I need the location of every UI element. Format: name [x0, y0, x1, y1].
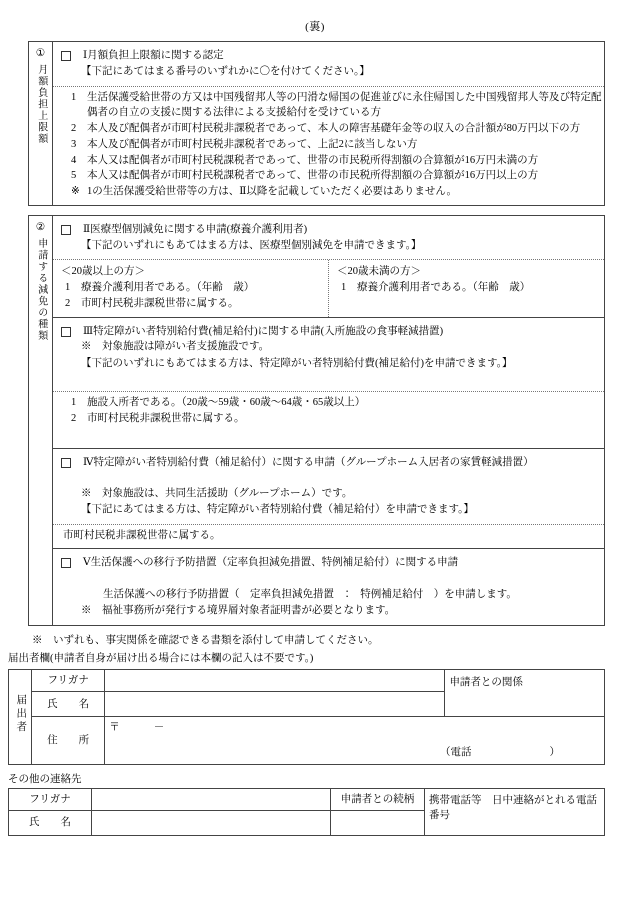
- block-v-declaration: 生活保護への移行予防措置（ 定率負担減免措置 ： 特例補足給付 ）を申請します。: [103, 589, 517, 601]
- block-iii-instruction: 【下記のいずれにもあてはまる方は、特定障がい者特別給付費(補足給付)を申請できます。】: [81, 357, 513, 369]
- section-2-body: [53, 216, 604, 625]
- furigana-input[interactable]: [105, 670, 445, 692]
- contact-furigana-label: フリガナ: [9, 788, 92, 810]
- section-1-item-list: [53, 87, 604, 205]
- block-iii-checkbox-row[interactable]: [53, 324, 604, 340]
- block-iii-header: [53, 318, 604, 392]
- telephone-close: ）: [549, 747, 560, 759]
- checkbox-icon[interactable]: [61, 458, 71, 468]
- list-item-text: 本人及び配偶者が市町村民税非課税者であって、本人の障害基礎年金等の収入の合計額が80万円以下の方: [87, 123, 581, 135]
- list-item-number: 1: [341, 282, 347, 294]
- telephone-line[interactable]: [109, 735, 600, 760]
- list-item-number: 1: [71, 397, 77, 409]
- table-row: [9, 788, 605, 810]
- list-item-text: 市町村民税非課税世帯に属する。: [63, 529, 221, 541]
- page-side-mark: (裏): [305, 21, 325, 33]
- block-iv-item-list: [53, 525, 604, 549]
- list-item-note: [53, 184, 604, 200]
- section-1-header: [53, 42, 604, 86]
- list-item-number: 5: [71, 170, 77, 182]
- list-item-text: 1の生活保護受給世帯等の方は、Ⅱ以降を記載していただく必要はありません。: [87, 186, 458, 198]
- list-item: [329, 280, 604, 296]
- block-iv-instruction: 【下記にあてはまる方は、特定障がい者特別給付費（補足給付）を申請できます。】: [81, 503, 474, 515]
- submitter-vertical-label: 届出者: [9, 670, 32, 764]
- age-column-under20-header: ＜20歳未満の方＞: [337, 266, 421, 278]
- block-ii: [53, 216, 604, 317]
- list-item-number: 1: [71, 91, 77, 103]
- checkbox-icon[interactable]: [61, 558, 71, 568]
- block-v-note: ※ 福祉事務所が発行する境界層対象者証明書が必要となります。: [81, 605, 396, 617]
- block-iii-item-list: [53, 392, 604, 448]
- list-item: [53, 296, 328, 312]
- section-1-body: [53, 42, 604, 205]
- block-v-title: Ⅴ生活保護への移行予防措置（定率負担減免措置、特例補足給付）に関する申請: [83, 557, 459, 569]
- list-item-number: 2: [65, 297, 71, 309]
- block-ii-title: Ⅱ医療型個別減免に関する申請(療養介護利用者): [83, 223, 308, 235]
- list-item-number: 4: [71, 154, 77, 166]
- age-column-under20: [329, 260, 604, 316]
- contact-furigana-input[interactable]: [92, 788, 331, 810]
- contact-relation-label: 申請者との続柄: [331, 788, 425, 810]
- list-item-text: 本人及び配偶者が市町村民税非課税者であって、上記2に該当しない方: [87, 138, 418, 150]
- checkbox-icon[interactable]: [61, 327, 71, 337]
- age-column-over20: [53, 260, 329, 316]
- list-item-text: 療養介護利用者である。（年齢 歳）: [357, 282, 531, 294]
- section-1-title: Ⅰ月額負担上限額に関する認定: [83, 50, 224, 61]
- list-item: [53, 411, 604, 427]
- contact-table: [8, 788, 605, 836]
- block-iii-title: Ⅲ特定障がい者特別給付費(補足給付)に関する申請(入所施設の食事軽減措置): [83, 325, 444, 337]
- list-item: [53, 153, 604, 169]
- telephone-open: （電話: [440, 747, 472, 759]
- furigana-label: フリガナ: [32, 670, 105, 692]
- relation-label: 申請者との関係: [445, 670, 605, 717]
- address-label: 住 所: [32, 717, 105, 764]
- list-item-number: 1: [65, 282, 71, 294]
- block-ii-checkbox-row[interactable]: [53, 222, 604, 238]
- block-iv-title: Ⅳ特定障がい者特別給付費（補足給付）に関する申請（グループホーム入居者の家賃軽減措置）: [83, 456, 534, 468]
- list-item: [53, 280, 328, 296]
- list-item-number: 2: [71, 413, 77, 425]
- list-item-number: 2: [71, 123, 77, 135]
- list-item-number: 3: [71, 138, 77, 150]
- block-iv-header: [53, 449, 604, 524]
- section-1-vertical-label: 月額負担上限額: [35, 64, 47, 145]
- zip-dash: －: [153, 722, 165, 734]
- block-ii-age-columns: [53, 260, 604, 316]
- checkbox-icon[interactable]: [61, 225, 71, 235]
- list-item-number: ※: [71, 186, 80, 198]
- block-iv-checkbox-row[interactable]: [53, 455, 604, 471]
- section-1-index-column: [29, 42, 53, 205]
- section-1-block: [53, 42, 604, 205]
- section-1-checkbox-row[interactable]: [53, 48, 604, 64]
- block-v: [53, 548, 604, 624]
- address-input[interactable]: [105, 717, 605, 764]
- submitter-note: 届出者欄(申請者自身が届け出る場合には本欄の記入は不要です。): [8, 652, 314, 664]
- contact-name-label: 氏 名: [9, 810, 92, 835]
- list-item-text: 本人又は配偶者が市町村民税課税者であって、世帯の市民税所得割額の合算額が16万円未満の方: [87, 154, 539, 166]
- section-1-index: ①: [35, 48, 46, 59]
- list-item-text: 療養介護利用者である。（年齢 歳）: [81, 282, 255, 294]
- list-item-text: 生活保護受給世帯の方又は中国残留邦人等の円滑な帰国の促進並びに永住帰国した中国残留邦人等及び特定配偶者の自立の支援に関する法律による支援給付を受けている方: [87, 91, 602, 119]
- section-1-instruction: 【下記にあてはまる番号のいずれかに〇を付けてください。】: [81, 65, 370, 77]
- table-row: [9, 670, 605, 692]
- list-item: [53, 121, 604, 137]
- block-iii-note: ※ 対象施設は障がい者支援施設です。: [81, 341, 270, 353]
- list-item: [53, 90, 604, 122]
- block-iv-note: ※ 対象施設は、共同生活援助（グループホーム）です。: [81, 487, 353, 499]
- zip-line: [109, 720, 600, 735]
- list-item: [53, 528, 604, 544]
- contact-name-input[interactable]: [92, 810, 331, 835]
- block-v-checkbox-row[interactable]: [53, 555, 604, 571]
- section-1-frame: [28, 41, 605, 206]
- zip-mark: 〒: [109, 722, 120, 734]
- age-column-over20-header: ＜20歳以上の方＞: [61, 266, 145, 278]
- list-item: [53, 137, 604, 153]
- contact-phone-label: 携帯電話等 日中連絡がとれる電話番号: [425, 788, 605, 835]
- section-2-vertical-label: 申請する減免の種類: [35, 237, 47, 342]
- list-item: [53, 395, 604, 411]
- section-2-index-column: [29, 216, 53, 625]
- block-v-header: [53, 549, 604, 624]
- contact-relation-input[interactable]: [331, 810, 425, 835]
- list-item-text: 市町村民税非課税世帯に属する。: [87, 413, 245, 425]
- section-2-frame: [28, 215, 605, 626]
- submitter-table: [8, 669, 605, 764]
- block-ii-header: [53, 216, 604, 260]
- table-row: [9, 717, 605, 764]
- list-item: [53, 168, 604, 184]
- other-contact-label: その他の連絡先: [8, 773, 82, 785]
- name-input[interactable]: [105, 692, 445, 717]
- checkbox-icon[interactable]: [61, 51, 71, 61]
- block-iv: [53, 448, 604, 549]
- list-item-text: 施設入所者である。（20歳～59歳・60歳～64歳・65歳以上）: [87, 397, 366, 409]
- list-item-text: 本人又は配偶者が市町村民税課税者であって、世帯の市民税所得割額の合算額が16万円以上の方: [87, 170, 539, 182]
- block-iii: [53, 317, 604, 448]
- list-item-text: 市町村民税非課税世帯に属する。: [81, 297, 239, 309]
- attachment-note: ※ いずれも、事実関係を確認できる書類を添付して申請してください。: [32, 634, 379, 646]
- section-2-index: ②: [35, 221, 46, 233]
- name-label: 氏 名: [32, 692, 105, 717]
- block-ii-instruction: 【下記のいずれにもあてはまる方は、医療型個別減免を申請できます。】: [81, 239, 422, 251]
